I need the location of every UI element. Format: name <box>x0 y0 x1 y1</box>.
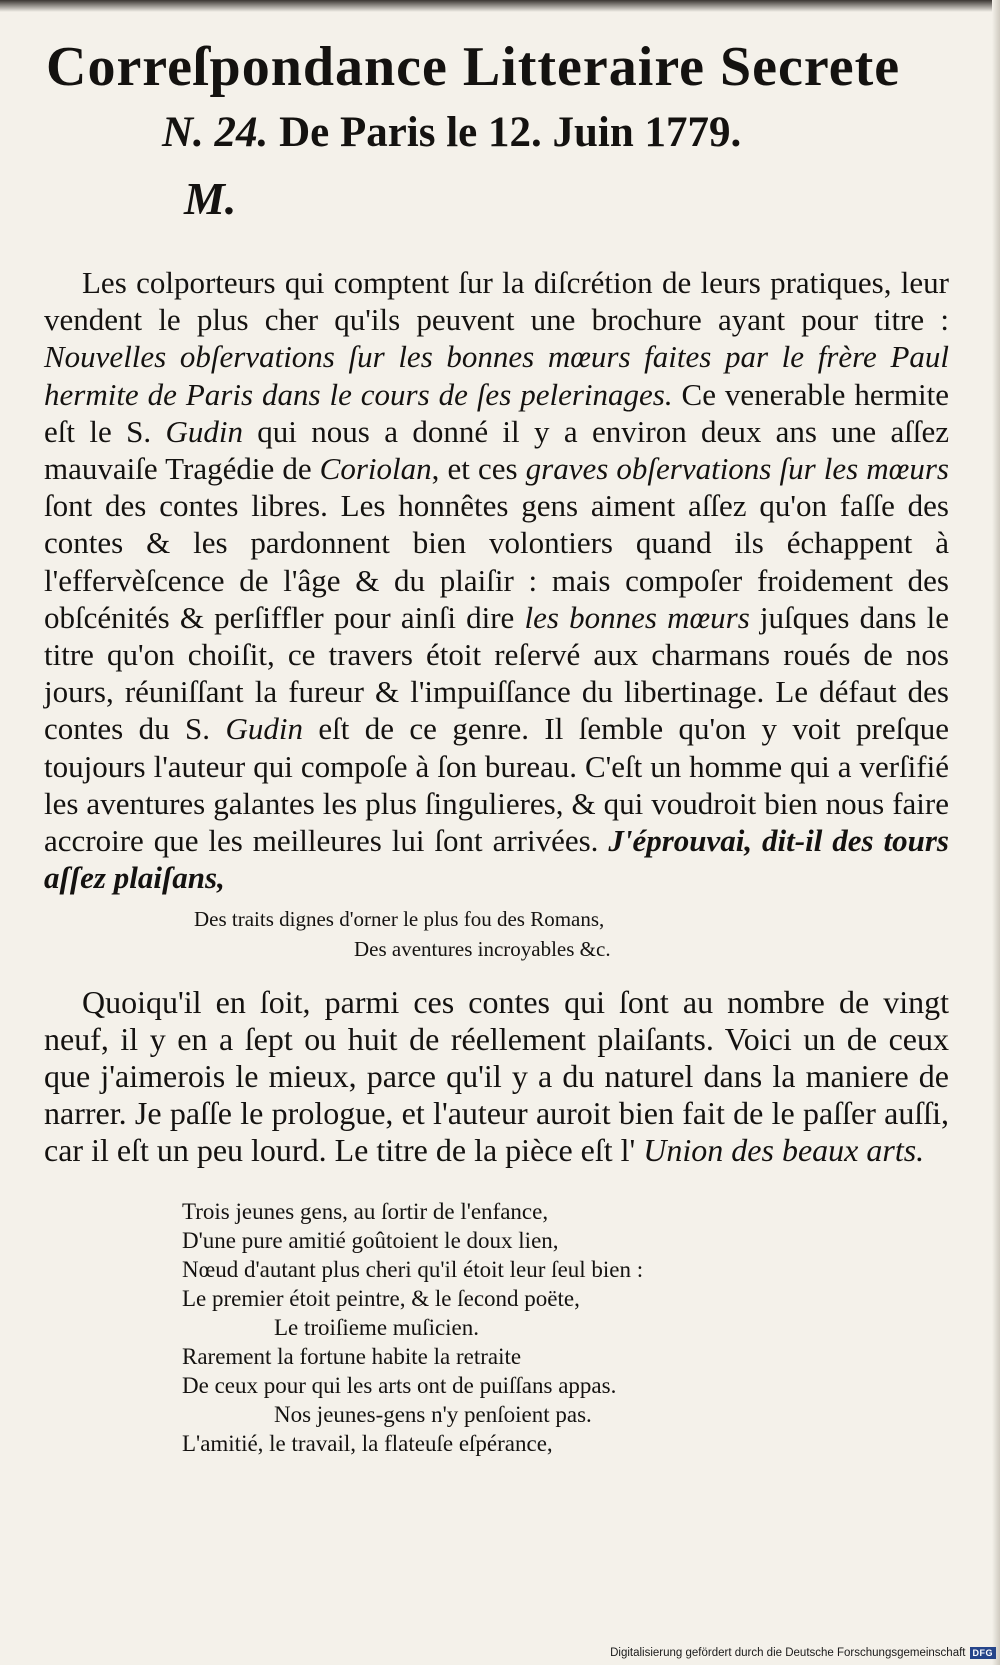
scan-top-edge <box>0 0 1000 12</box>
issue-number: N. 24. <box>162 109 269 156</box>
italic-phrase: graves obſervations ſur les mœurs <box>525 451 949 487</box>
scan-right-edge <box>992 0 1000 1665</box>
text-run: ſont des contes libres. Les honnêtes gens aiment aſſez qu'on faſſe des contes & les pardonnent bien volontiers quand ils échappent à l'effervèſcence de l'âge & du plaiſir : mais compoſer froidement des obſcénités & perſiffler pour ainſi dire <box>44 488 949 635</box>
poem-line: De ceux pour qui les arts ont de puiſſans appas. <box>182 1373 617 1399</box>
salutation: M. <box>184 173 237 224</box>
body-paragraph-1 <box>44 264 949 896</box>
text-run: eſt de ce genre. Il ſemble qu'on y voit preſque toujours l'auteur qui compoſe à ſon bureau. C'eſt un homme qui a verſifié les aventures galantes les plus ſingulieres, & qui voudroit bien nous faire accroire que les meilleures lui ſont arrivées. <box>44 711 949 859</box>
body-paragraph-2 <box>44 984 949 1169</box>
text-run: Ce venerable hermite eſt le S. <box>44 376 949 449</box>
italic-phrase: les bonnes mœurs <box>524 599 750 635</box>
text-run: qui nous a donné il y a environ deux ans une aſſez mauvaiſe Tragédie de <box>44 413 949 487</box>
credit-text: Digitalisierung gefördert durch die Deutsche Forschungsgemeinschaft <box>610 1647 966 1659</box>
quote-intro: J'éprouvai, dit-il des tours aſſez plaiſans, <box>44 823 949 896</box>
poem-line: Le premier étoit peintre, & le ſecond poëte, <box>182 1286 580 1312</box>
pamphlet-title: Nouvelles obſervations ſur les bonnes mœurs faites par le frère Paul hermite de Paris dans le cours de ſes pelerinages. <box>44 339 949 412</box>
place-date: De Paris le 12. Juin 1779. <box>279 109 742 156</box>
poem-line: Rarement la fortune habite la retraite <box>182 1344 522 1370</box>
text-run: Quoiqu'il en ſoit, parmi ces contes qui ſont au nombre de vingt neuf, il y en a ſept ou huit de réellement plaiſants. Voici un de ceux que j'aimerois le mieux, parce qu'il y a du naturel dans la maniere de narrer. Je paſſe le prologue, et l'auteur auroit bien fait de le paſſer auſſi, car il eſt un peu lourd. Le titre de la pièce eſt l' <box>44 984 949 1169</box>
poem <box>44 1197 949 1458</box>
quote-line: Des aventures incroyables &c. <box>354 937 611 962</box>
text-run: juſques dans le titre qu'on choiſit, ce travers étoit reſervé aux charmans roués de nos jours, réuniſſant la fureur & l'impuiſſance du libertinage. Le défaut des contes du S. <box>44 599 949 747</box>
tragedy-title: Coriolan <box>319 451 432 487</box>
author-name: Gudin <box>225 711 303 747</box>
dateline <box>162 106 949 160</box>
verse-quote <box>44 904 949 964</box>
digitization-credit <box>610 1647 996 1659</box>
poem-line: Le troiſieme muſicien. <box>274 1315 480 1341</box>
dfg-logo: DFG <box>970 1647 997 1659</box>
document-page <box>44 34 949 1458</box>
poem-line: Nos jeunes-gens n'y penſoient pas. <box>274 1402 592 1428</box>
author-name: Gudin <box>165 413 243 449</box>
masthead-title: Correſpondance Litteraire Secrete <box>46 36 901 98</box>
poem-line: Nœud d'autant plus cheri qu'il étoit leur ſeul bien : <box>182 1257 644 1283</box>
text-run: , et ces <box>431 451 526 487</box>
text-run: Les colporteurs qui comptent ſur la diſcrétion de leurs pratiques, leur vendent le plus cher qu'ils peuvent une brochure ayant pour titre : <box>44 265 949 338</box>
piece-title: Union des beaux arts. <box>643 1132 925 1169</box>
quote-line: Des traits dignes d'orner le plus fou des Romans, <box>194 907 605 932</box>
poem-line: D'une pure amitié goûtoient le doux lien, <box>182 1228 559 1254</box>
poem-line: Trois jeunes gens, au ſortir de l'enfance, <box>182 1199 549 1225</box>
poem-line: L'amitié, le travail, la flateuſe eſpérance, <box>182 1431 553 1457</box>
